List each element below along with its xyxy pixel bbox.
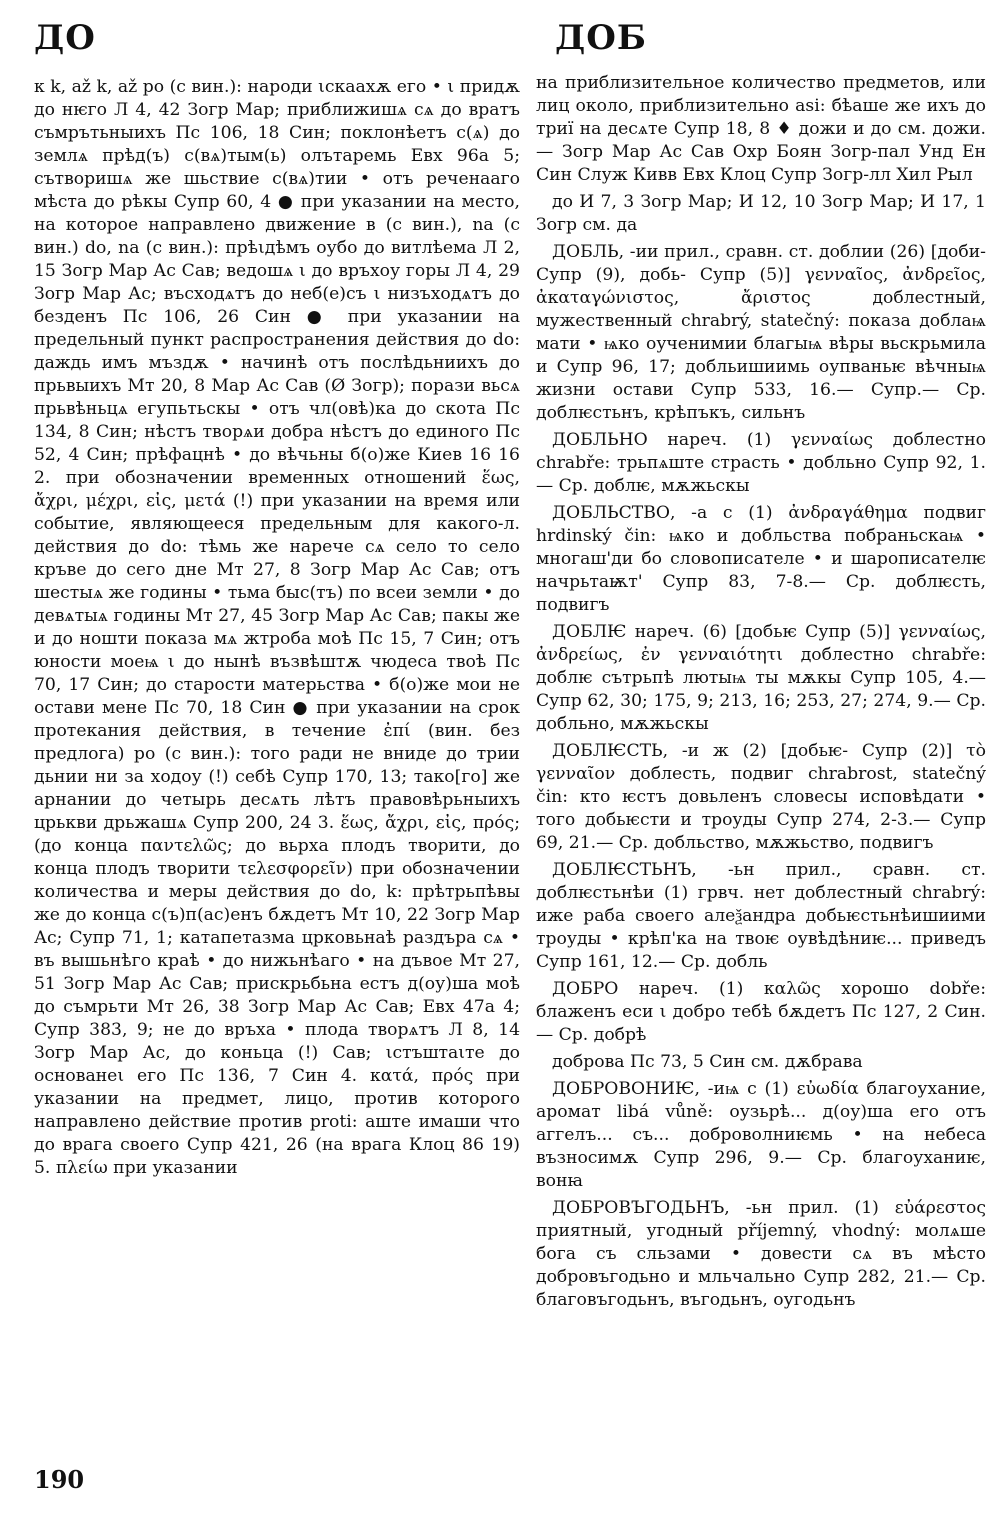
dictionary-entry: ДОБЛЬНО нареч. (1) γενναίως доблестно chrabře: трьпѧште страсть • добльно Супр 92, 1.— Ср. доблѥ, мѫжьскы: [536, 430, 986, 496]
right-column: [536, 72, 986, 1316]
dictionary-entry: ДОБЛЬСТВО, -а с (1) ἀνδραγάθημα подвиг hrdinský čin: ѩко и добльства побраньскаѩ • многаш'ди бо словописателе • и шарописателѥ начрьтаѭт' Супр 83, 7-8.— Ср. доблѥсть, подвигъ: [536, 503, 986, 615]
running-head-right: ДОБ: [555, 18, 647, 58]
dictionary-entry: ДОБРОВЪГОДЬНЪ, -ьн прил. (1) εὐάρεστος приятный, угодный příjemný, vhodný: молѧше бога съ сльзами • довести сѧ въ мѣсто добровъгодьно и мльчально Супр 282, 21.— Ср. благовъгодьнъ, въгодьнъ, оугодьнъ: [536, 1198, 986, 1310]
dictionary-entry: ДОБРО нареч. (1) καλῶς хорошо dobře: блаженъ еси ι добро тебѣ бѫдетъ Пс 127, 2 Син.— Ср. добрѣ: [536, 979, 986, 1045]
dictionary-entry: ДОБЛѤСТЬНЪ, -ьн прил., сравн. ст. доблѥстьнѣи (1) грвч. нет доблестный chrabrý: иже раба своего алеѯандра добьѥстьнѣишиими троуды • крѣп'ка на твоѥ оувѣдѣниѥ... приведъ Супр 161, 12.— Ср. добль: [536, 860, 986, 972]
dictionary-entry: доброва Пс 73, 5 Син см. дѫбрава: [552, 1052, 863, 1072]
dictionary-entry: до И 7, 3 Зогр Мар; И 12, 10 Зогр Мар; И 17, 1 Зогр см. да: [536, 192, 986, 235]
dictionary-entry: ДОБЛѤСТЬ, -и ж (2) [добьѥ- Супр (2)] τὸ γενναῖον доблесть, подвиг chrabrost, statečný čin: кто ѥстъ довьленъ словесы исповѣдати • того добьѥсти и троуды Супр 274, 2-3.— Супр 69, 21.— Ср. добльство, мѫжьство, подвигъ: [536, 741, 986, 853]
dictionary-entry: ДОБЛЬ, -ии прил., сравн. ст. доблии (26) [доби- Супр (9), добь- Супр (5)] γενναῖος, ἀνδρεῖος, ἀκαταγώνιστος, ἄριστος доблестный, мужественный chrabrý, statečný: показа доблаѩ мати • ѩко оученимии благыѩ вѣры вьскрьмила и Супр 96, 17; добльишиимь оупваньѥ вѣчныѩ жизни остави Супр 533, 16.— Супр.— Ср. доблѥстьнъ, крѣпъкъ, сильнъ: [536, 242, 986, 423]
dictionary-entry: ДОБЛѤ нареч. (6) [добьѥ Супр (5)] γενναίως, ἀνδρείως, ἐν γενναιότητι доблестно chrabře: доблѥ сътрьпѣ лютыѩ ты мѫкы Супр 105, 4.— Супр 62, 30; 175, 9; 213, 16; 253, 27; 274, 9.— Ср. добльно, мѫжьскы: [536, 622, 986, 734]
dictionary-entry: ДОБРОВОНИѤ, -иѩ с (1) εὐωδία благоухание, аромат libá vůně: оузьрѣ... д(оу)ша его отъ аггелъ... съ... доброволниѥмь • на небеса възносимѫ Супр 296, 9.— Ср. благоуханиѥ, вонꙗ: [536, 1079, 986, 1191]
entry-text: к k, až k, až po (с вин.): народи ιскаахѫ его • ι придѫ до нѥго Л 4, 42 Зогр Мар; приближишѧ сѧ до вратъ съмрътьныихъ Пс 106, 18 Син; поклонѣетъ с(ѧ) до землѧ прѣд(ъ) с(вѧ)тым(ь) олътаремь Евх 96а 5; сътворишѧ же шьствие с(вѧ)тии • отъ реченааго мѣста до рѣкы Супр 60, 4 ● при указании на место, на которое направлено движение в (с вин.), na (с вин.) do, na (с вин.): прѣιдѣмъ оубо до витлѣема Л 2, 15 Зогр Мар Ас Сав; ведошѧ ι до връхоу горы Л 4, 29 Зогр Мар Ас; въсходѧтъ до неб(е)съ ι низъходѧтъ до безденъ Пс 106, 26 Син ● при указании на предельный пункт распространения действия до do: даждь имъ мъздѫ • начинѣ отъ послѣдьниихъ до прьвыихъ Мт 20, 8 Мар Ас Сав (Ø Зогр); порази вьсѧ прьвѣньцѧ егупьтьскы • отъ чл(овѣ)ка до скота Пс 134, 8 Син; нѣстъ творѧи добра нѣстъ до единого Пс 52, 4 Син; прѣфацнѣ • до вѣчьны б(о)же Киев 16 16 2. при обозначении временных отношений ἕως, ἄχρι, μέχρι, εἰς, μετά (!) при указании на время или событие, являющееся предельным для какого-л. действия до do: тѣмь же нарече сѧ село то село кръве до сего дне Мт 27, 8 Зогр Мар Ас Сав; отъ шестыѧ же годины • тьма быс(тъ) по всеи земли • до девѧтыѧ годины Мт 27, 45 Зогр Мар Ас Сав; пакы же и до ношти показа мѧ жтроба моѣ Пс 15, 7 Син; отъ юности моеѩ ι до нынѣ възвѣштѫ чюдеса твоѣ Пс 70, 17 Син; до старости матерьства • б(о)же мои не остави мене Пс 70, 18 Син ● при указании на срок протекания действия, в течение ἐπί (вин. без предлога) po (с вин.): того ради не вниде до трии дьнии ни за ходоу (!) себѣ Супр 170, 13; тако[го] же арнании до четырь десѧть лѣтъ правовѣрьныихъ црькви дрьжашѧ Супр 200, 24 3. ἕως, ἄχρι, εἰς, πρός; (до конца παντελῶς; до вьрха плодъ творити, до конца плодъ творити τελεσφορεῖν) при обозначении количества и меры действия до do, k: прѣтрьпѣвы же до конца с(ъ)п(ас)енъ бѫдетъ Мт 10, 22 Зогр Мар Ас; Супр 71, 1; катапетазма црковьнаѣ раздъра сѧ • въ вышьнѣго краѣ • до нижьнѣаго • на дъвое Мт 27, 51 Зогр Мар Ас Сав; прискрьбьна естъ д(оу)ша моѣ до съмрьти Мт 26, 38 Зогр Мар Ас Сав; Евх 47а 4; Супр 383, 9; не до връха • плода творѧтъ Л 8, 14 Зогр Мар Ас, до коньца (!) Сав; ιстъштаιте до основанеι его Пс 136, 7 Син 4. κατά, πρός при указании на предмет, лицо, против которого направлено действие против proti: аште имаши что до врага своего Супр 421, 26 (на врага Клоц 86 19) 5. πλείω при указании: [34, 77, 520, 1178]
left-column: [34, 76, 520, 1184]
running-head-left: ДО: [34, 18, 96, 58]
dictionary-entry: на приблизительное количество предметов, или лиц около, приблизительно asi: бѣаше же ихъ до триї на десѧте Супр 18, 8 ♦ дожи и до см. дожи.— Зогр Мар Ас Сав Охр Боян Зогр-пал Унд Ен Син Служ Кивв Евх Клоц Супр Зогр-лл Хил Рыл: [536, 73, 986, 185]
page-number: 190: [34, 1465, 85, 1494]
